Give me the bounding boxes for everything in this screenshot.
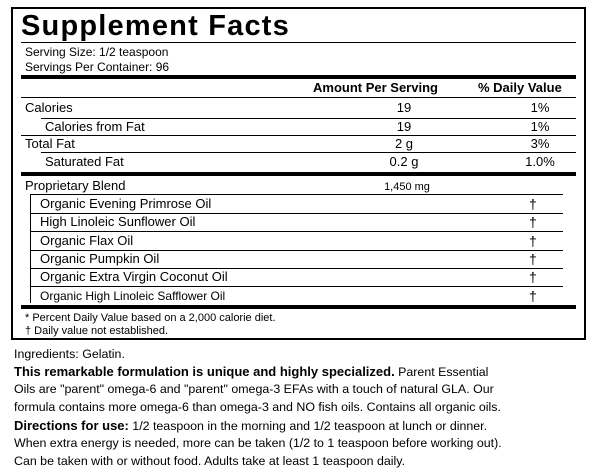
blend-item-dagger: † xyxy=(529,233,537,249)
blend-item-dagger: † xyxy=(529,269,537,285)
panel-title: Supplement Facts xyxy=(21,10,290,42)
blend-item: Organic Flax Oil xyxy=(40,233,134,248)
proprietary-blend-name: Proprietary Blend xyxy=(25,178,126,193)
description-line-1: This remarkable formulation is unique and highly specialized. Parent Essential xyxy=(14,364,489,379)
blend-item-dagger: † xyxy=(529,288,537,304)
header-rule xyxy=(21,75,576,79)
daily-value-header: % Daily Value xyxy=(478,80,562,95)
column-header-rule xyxy=(21,97,576,98)
serving-size: Serving Size: 1/2 teaspoon xyxy=(25,45,169,59)
description-line-3: formula contains more omega-6 than omega-3 and NO fish oils. Contains all organic oils. xyxy=(14,400,501,414)
description-line-2: Oils are "parent" omega-6 and "parent" omega-3 EFAs with a touch of natural GLA. Our xyxy=(14,382,494,396)
blend-item: Organic High Linoleic Safflower Oil xyxy=(40,289,226,303)
row-rule xyxy=(41,152,576,153)
nutrient-daily-value: 3% xyxy=(530,136,550,151)
blend-item-dagger: † xyxy=(529,251,537,267)
blend-item-dagger: † xyxy=(529,214,537,230)
blend-item-dagger: † xyxy=(529,196,537,212)
nutrient-daily-value: 1.0% xyxy=(525,154,555,169)
title-rule xyxy=(21,42,576,43)
blend-item: High Linoleic Sunflower Oil xyxy=(40,214,196,229)
nutrient-name: Calories xyxy=(25,100,73,115)
servings-per-container: Servings Per Container: 96 xyxy=(25,60,170,74)
daily-value-footnote: * Percent Daily Value based on a 2,000 calorie diet. xyxy=(25,312,276,324)
nutrient-name: Total Fat xyxy=(25,136,75,151)
amount-per-serving-header: Amount Per Serving xyxy=(313,80,438,95)
footnote-rule xyxy=(21,305,576,309)
directions-label: Directions for use: xyxy=(14,418,129,433)
nutrient-daily-value: 1% xyxy=(530,100,550,115)
nutrient-amount: 19 xyxy=(396,119,412,134)
nutrient-amount: 0.2 g xyxy=(389,154,419,169)
nutrient-amount: 2 g xyxy=(394,136,414,151)
description-lead: This remarkable formulation is unique and highly specialized. xyxy=(14,364,395,379)
nutrient-name: Calories from Fat xyxy=(45,119,145,134)
blend-item: Organic Extra Virgin Coconut Oil xyxy=(40,269,228,284)
proprietary-blend-amount: 1,450 mg xyxy=(384,181,430,193)
directions-line-3: Can be taken with or without food. Adults take at least 1 teaspoon daily. xyxy=(14,454,406,468)
dagger-footnote: † Daily value not established. xyxy=(25,325,169,337)
ingredients-line: Ingredients: Gelatin. xyxy=(14,347,125,361)
supplement-facts-panel xyxy=(11,7,586,340)
blend-item: Organic Evening Primrose Oil xyxy=(40,196,212,211)
blend-separator-rule xyxy=(21,172,576,176)
blend-item: Organic Pumpkin Oil xyxy=(40,251,160,266)
blend-ingredients-list xyxy=(30,194,563,303)
directions-line-1: Directions for use: 1/2 teaspoon in the morning and 1/2 teaspoon at lunch or dinner. xyxy=(14,418,488,433)
nutrient-daily-value: 1% xyxy=(530,119,550,134)
row-rule xyxy=(21,135,576,136)
nutrient-amount: 19 xyxy=(396,100,412,115)
directions-line-2: When extra energy is needed, more can be taken (1/2 to 1 teaspoon before working out). xyxy=(14,436,502,450)
nutrient-name: Saturated Fat xyxy=(45,154,124,169)
